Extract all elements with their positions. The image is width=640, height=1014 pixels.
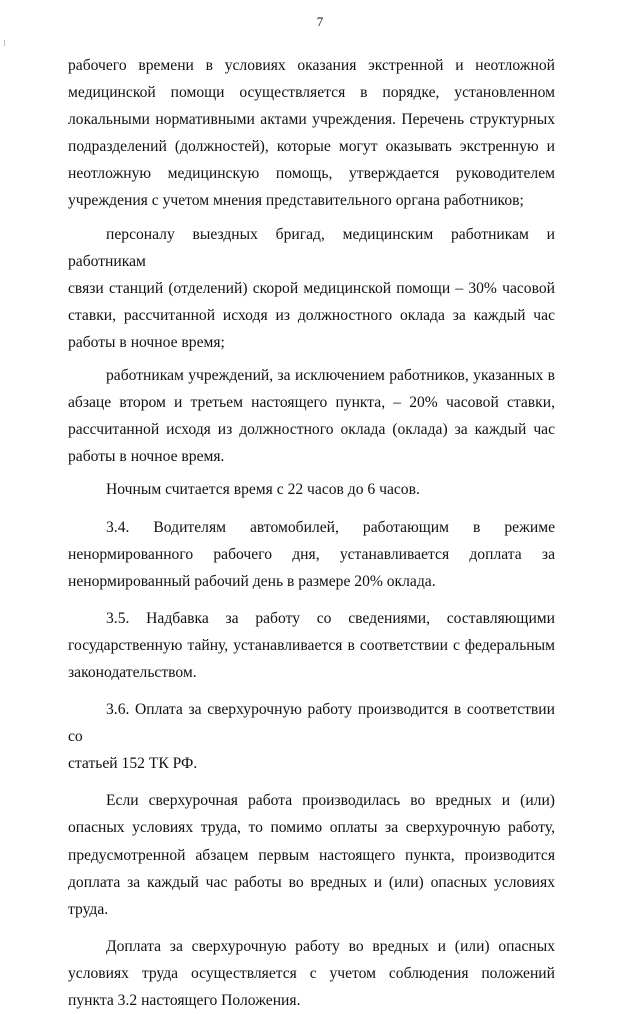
text-line: пункта 3.2 настоящего Положения. <box>68 992 301 1009</box>
paragraph-ambulance-staff <box>68 221 555 356</box>
text-line: работы в ночное время. <box>68 448 225 466</box>
scan-mark <box>4 40 5 46</box>
text-line: законодательством. <box>68 663 197 681</box>
text-line: доплата за каждый час работы во вредных и (или) опасных условиях труда. <box>68 873 555 918</box>
text-line: статьей 152 ТК РФ. <box>68 755 198 773</box>
text-line: ненормированного рабочего дня, устанавливается доплата за <box>68 545 555 563</box>
paragraph-other-workers <box>68 362 555 470</box>
text-line: ненормированный рабочий день в размере 20% оклада. <box>68 572 436 590</box>
text-line: неотложную медицинскую помощь, утверждается руководителем <box>68 165 555 183</box>
text-line: Если сверхурочная работа производилась во вредных и (или) <box>106 792 555 810</box>
text-line: 3.4. Водителям автомобилей, работающим в режиме <box>106 518 555 536</box>
text-line: абзаце втором и третьем настоящего пункта, – 20% часовой ставки, <box>68 394 555 412</box>
text-line: опасных условиях труда, то помимо оплаты за сверхурочную работу, <box>68 819 555 837</box>
text-line: рассчитанной исходя из должностного оклада (оклада) за каждый час <box>68 421 555 439</box>
text-line: условиях труда осуществляется с учетом соблюдения положений <box>68 964 555 982</box>
text-line: рабочего времени в условиях оказания экстренной и неотложной <box>68 57 555 74</box>
text-line: ставки, рассчитанной исходя из должностного оклада за каждый час <box>68 306 555 324</box>
text-line: учреждения с учетом мнения представительного органа работников; <box>68 192 524 210</box>
text-line: предусмотренной абзацем первым настоящего пункта, производится <box>68 846 555 864</box>
text-line: 3.6. Оплата за сверхурочную работу производится в соответствии со <box>68 701 555 746</box>
text-line: государственную тайну, устанавливается в соответствии с федеральным <box>68 636 555 654</box>
paragraph-overtime-hazardous <box>68 787 555 922</box>
paragraph-night-time <box>68 476 555 503</box>
text-line: 3.5. Надбавка за работу со сведениями, составляющими <box>106 609 555 627</box>
text-line: работы в ночное время; <box>68 333 225 351</box>
text-line: локальными нормативными актами учреждения. Перечень структурных <box>68 111 555 129</box>
paragraph-3-5 <box>68 605 555 686</box>
text-line: персоналу выездных бригад, медицинским работникам и работникам <box>68 225 555 270</box>
page-number: 7 <box>316 14 324 29</box>
paragraph-overtime-payment <box>68 933 555 1014</box>
paragraph-3-6 <box>68 696 555 777</box>
text-line: Доплата за сверхурочную работу во вредных и (или) опасных <box>106 937 555 955</box>
paragraph-3-4 <box>68 514 555 595</box>
document-body <box>68 52 555 1014</box>
text-line: работникам учреждений, за исключением работников, указанных в <box>106 367 555 385</box>
paragraph-continuation <box>68 52 555 215</box>
text-line: подразделений (должностей), которые могут оказывать экстренную и <box>68 138 555 156</box>
text-line: медицинской помощи осуществляется в порядке, установленном <box>68 84 555 102</box>
text-line: связи станций (отделений) скорой медицинской помощи – 30% часовой <box>68 279 555 297</box>
text-line: Ночным считается время с 22 часов до 6 часов. <box>106 481 420 499</box>
